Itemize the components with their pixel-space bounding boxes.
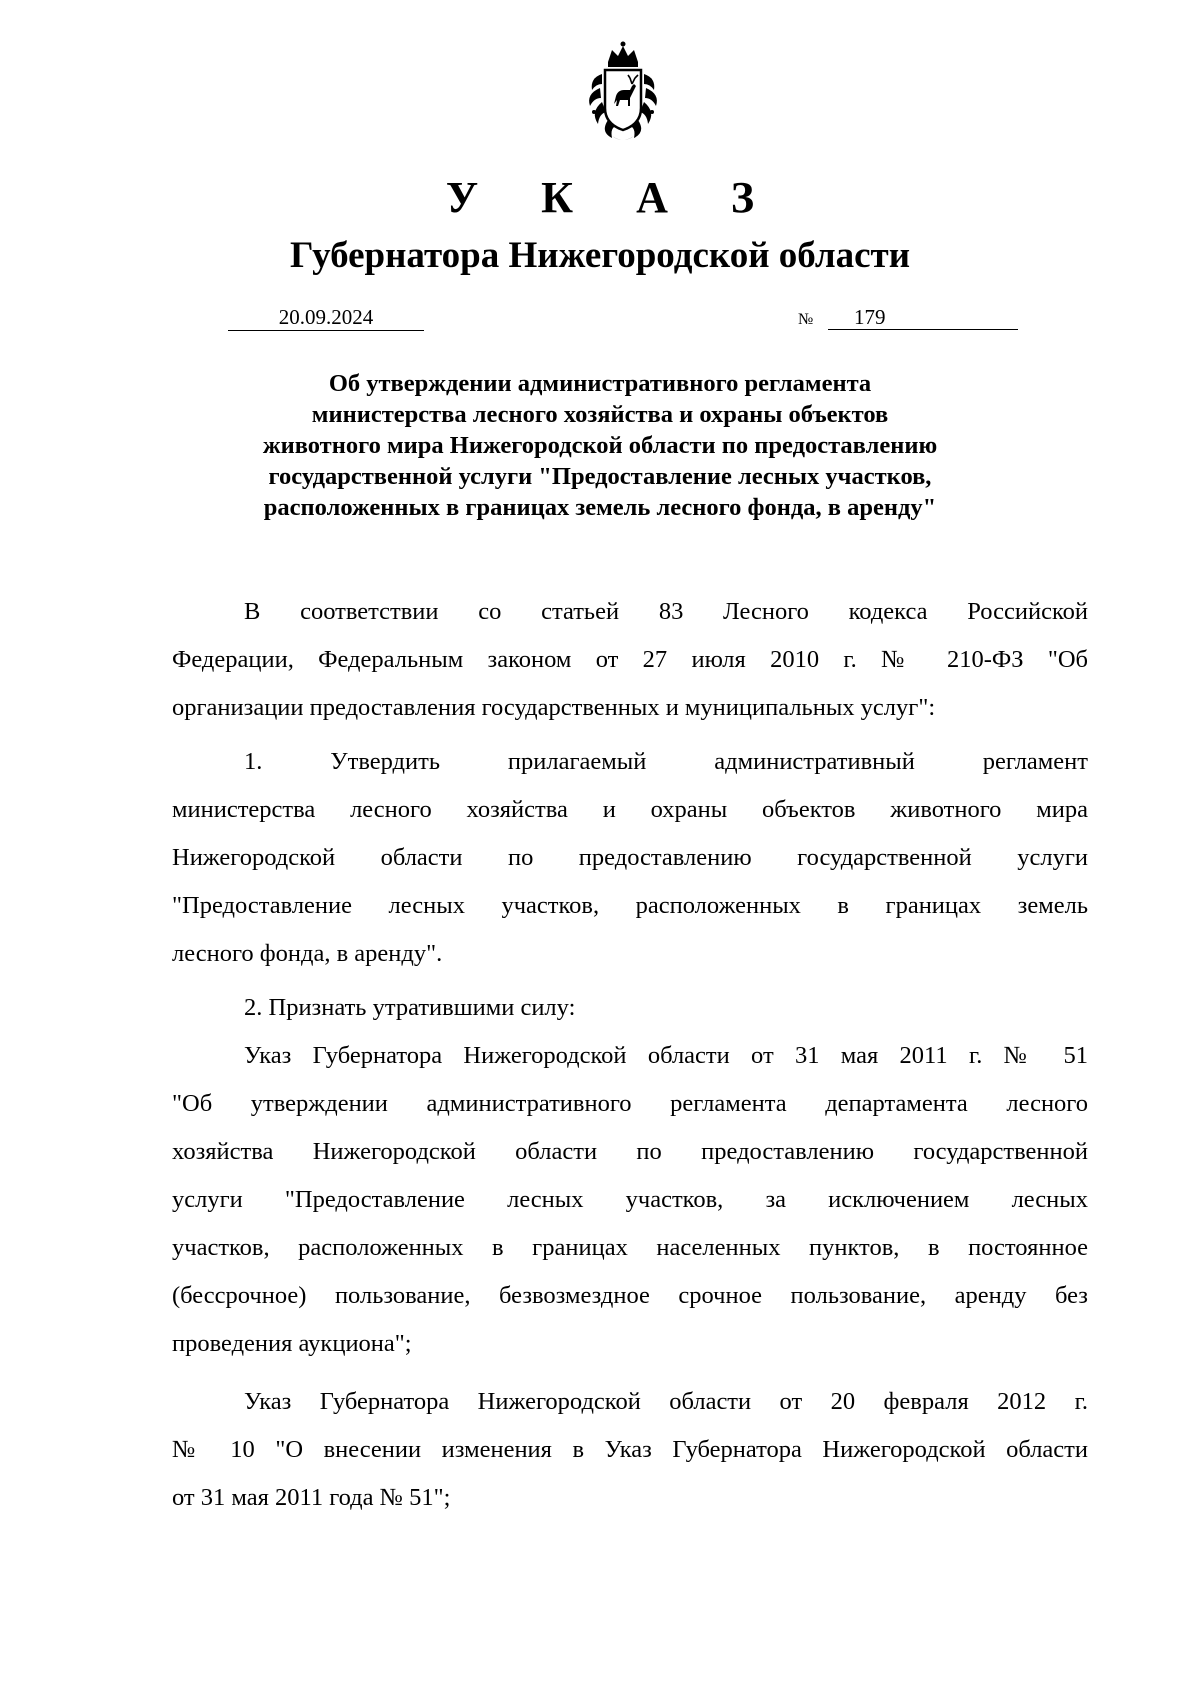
document-issuer-title: Губернатора Нижегородской области xyxy=(289,235,911,276)
subject-line: государственной услуги "Предоставление лесных участков, xyxy=(268,463,932,490)
clause-2-paragraph xyxy=(172,984,1088,1032)
text-line: 2. Признать утратившими силу: xyxy=(244,994,576,1021)
text-line: услуги "Предоставление лесных участков, за исключением лесных xyxy=(172,1186,1088,1213)
text-line: 1. Утвердить прилагаемый административный регламент xyxy=(244,748,1088,775)
text-line: проведения аукциона"; xyxy=(172,1330,412,1357)
document-date: 20.09.2024 xyxy=(228,304,424,331)
subject-line: министерства лесного хозяйства и охраны объектов xyxy=(311,401,889,428)
text-line: "Об утверждении административного регламента департамента лесного xyxy=(172,1090,1088,1117)
text-line: "Предоставление лесных участков, расположенных в границах земель xyxy=(172,892,1088,919)
document-number-label: № xyxy=(798,311,814,328)
coat-of-arms-emblem xyxy=(568,40,678,150)
text-line: хозяйства Нижегородской области по предоставлению государственной xyxy=(172,1138,1088,1165)
clause-1-paragraph xyxy=(172,738,1088,978)
text-line: (бессрочное) пользование, безвозмездное срочное пользование, аренду без xyxy=(172,1282,1088,1309)
text-line: Указ Губернатора Нижегородской области от 20 февраля 2012 г. xyxy=(244,1388,1088,1415)
text-line: от 31 мая 2011 года № 51"; xyxy=(172,1484,451,1511)
document-number: 179 xyxy=(828,304,1018,330)
subject-line: животного мира Нижегородской области по предоставлению xyxy=(262,432,938,459)
text-line: участков, расположенных в границах населенных пунктов, в постоянное xyxy=(172,1234,1088,1261)
shield-icon xyxy=(605,70,641,130)
repealed-decree-2-paragraph xyxy=(172,1378,1088,1522)
preamble-paragraph xyxy=(172,588,1088,732)
text-line: Указ Губернатора Нижегородской области от 31 мая 2011 г. № 51 xyxy=(244,1042,1088,1069)
text-line: В соответствии со статьей 83 Лесного кодекса Российской xyxy=(244,598,1088,625)
subject-line: расположенных в границах земель лесного фонда, в аренду" xyxy=(263,494,937,521)
document-type-title: У К А З xyxy=(445,173,781,222)
document-subject xyxy=(0,368,1200,523)
text-line: № 10 "О внесении изменения в Указ Губернатора Нижегородской области xyxy=(172,1436,1088,1463)
repealed-decree-1-paragraph xyxy=(172,1032,1088,1368)
text-line: Нижегородской области по предоставлению государственной услуги xyxy=(172,844,1088,871)
text-line: министерства лесного хозяйства и охраны объектов животного мира xyxy=(172,796,1088,823)
text-line: лесного фонда, в аренду". xyxy=(172,940,443,967)
crown-icon xyxy=(608,42,638,68)
text-line: организации предоставления государственных и муниципальных услуг": xyxy=(172,694,936,721)
text-line: Федерации, Федеральным законом от 27 июля 2010 г. № 210-ФЗ "Об xyxy=(172,646,1088,673)
subject-line: Об утверждении административного регламента xyxy=(328,370,872,397)
